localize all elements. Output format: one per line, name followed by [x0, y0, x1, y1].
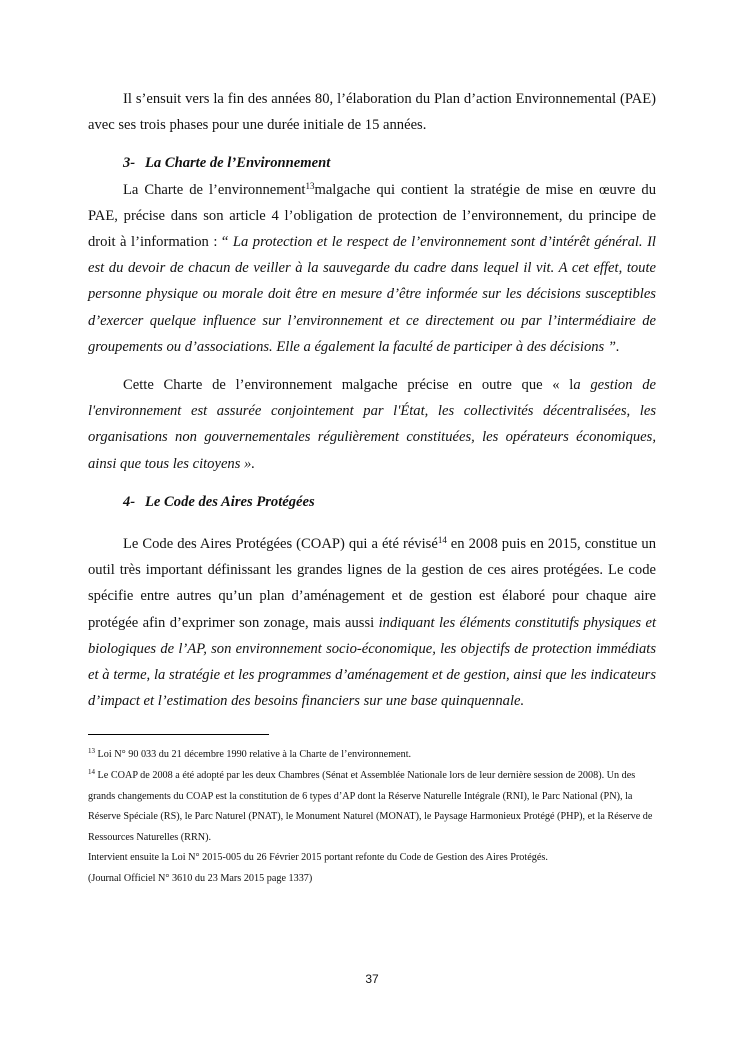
- text-run: en 2008 puis en 2015, constitue un outil très important définissant les grandes lignes de la gestion de ces aires protégées. Le code spécifie entre autres qu’un plan d’aménagement et de gestion est élaboré pour chaque aire protégée afin d’exprimer son zonage, mais aussi: [88, 536, 656, 631]
- footnote-13: [88, 745, 656, 766]
- paragraph-charte-malgache: [88, 372, 656, 477]
- section-title: Le Code des Aires Protégées: [145, 493, 315, 510]
- footnote-text: Le COAP de 2008 a été adopté par les deux Chambres (Sénat et Assemblée Nationale lors de leur dernière session de 2008). Un des grands changements du COAP est la constitution de 6 types d’AP dont la Réserve Naturelle Intégrale (RNI), le Parc National (PN), la Réserve Spéciale (RS), le Parc Naturel (PNAT), le Monument Naturel (MONAT), le Paysage Harmonieux Protégé (PHP), et la Réserve de Ressources Naturelles (RRN).: [88, 770, 653, 843]
- section-title: La Charte de l’Environnement: [145, 155, 331, 172]
- paragraph-charte: [88, 177, 656, 360]
- text-run: La Charte de l’environnement: [123, 181, 306, 198]
- paragraph-pae: Il s’ensuit vers la fin des années 80, l’élaboration du Plan d’action Environnemental (PAE) avec ses trois phases pour une durée initiale de 15 années.: [88, 91, 656, 134]
- footnote-ref-13: 13: [305, 180, 315, 191]
- footnote-text: Loi N° 90 033 du 21 décembre 1990 relative à la Charte de l’environnement.: [95, 749, 412, 761]
- section-heading-charte: [88, 150, 656, 176]
- footnote-separator: [88, 734, 269, 735]
- footnote-ref-14: 14: [437, 535, 447, 546]
- italic-run: indiquant les éléments constitutifs physiques et biologiques de l’AP, son environnement socio-économique, les objectifs de protection immédiats et à terme, la stratégie et les programmes d’aménagement et de gestion, ainsi que les indicateurs d’impact et l’estimation des besoins financiers sur une base quinquennale.: [88, 614, 656, 710]
- page-number: 37: [365, 972, 379, 986]
- footnote-mark: 14: [88, 768, 95, 777]
- section-number: 3-: [123, 155, 136, 172]
- footnote-14-reference: (Journal Officiel N° 3610 du 23 Mars 2015 page 1337): [88, 873, 313, 885]
- paragraph-coap: [88, 531, 656, 714]
- footnote-mark: 13: [88, 747, 95, 756]
- section-number: 4-: [123, 493, 136, 510]
- text-run: Le Code des Aires Protégées (COAP) qui a été révisé: [123, 536, 438, 553]
- text-run: Cette Charte de l’environnement malgache précise en outre que « l: [123, 377, 574, 394]
- document-page: [88, 86, 656, 890]
- text-run: malgache qui contient la stratégie de mise en œuvre du PAE, précise dans son article 4 l’obligation de protection de l’environnement, du principe de droit à l’information : “: [88, 181, 656, 251]
- quote-italic: a gestion de l'environnement est assurée conjointement par l'État, les collectivités décentralisées, les organisations non gouvernementales régulièrement constituées, les opérateurs économiques, ainsi que tous les citoyens ».: [88, 377, 656, 472]
- section-heading-coap: [88, 489, 656, 515]
- quote-italic: La protection et le respect de l’environnement sont d’intérêt général. Il est du devoir de chacun de veiller à la sauvegarde du cadre dans lequel il vit. A cet effet, toute personne physique ou morale doit être en mesure d’être informée sur les décisions susceptibles d’exercer quelque influence sur l’environnement et ce directement ou par l’intermédiaire de groupements ou d’associations. Elle a également la faculté de participer à des décisions ”.: [88, 234, 656, 355]
- footnote-14: [88, 766, 656, 848]
- footnote-14-continued: Intervient ensuite la Loi N° 2015-005 du 26 Février 2015 portant refonte du Code de Gestion des Aires Protégés.: [88, 852, 548, 864]
